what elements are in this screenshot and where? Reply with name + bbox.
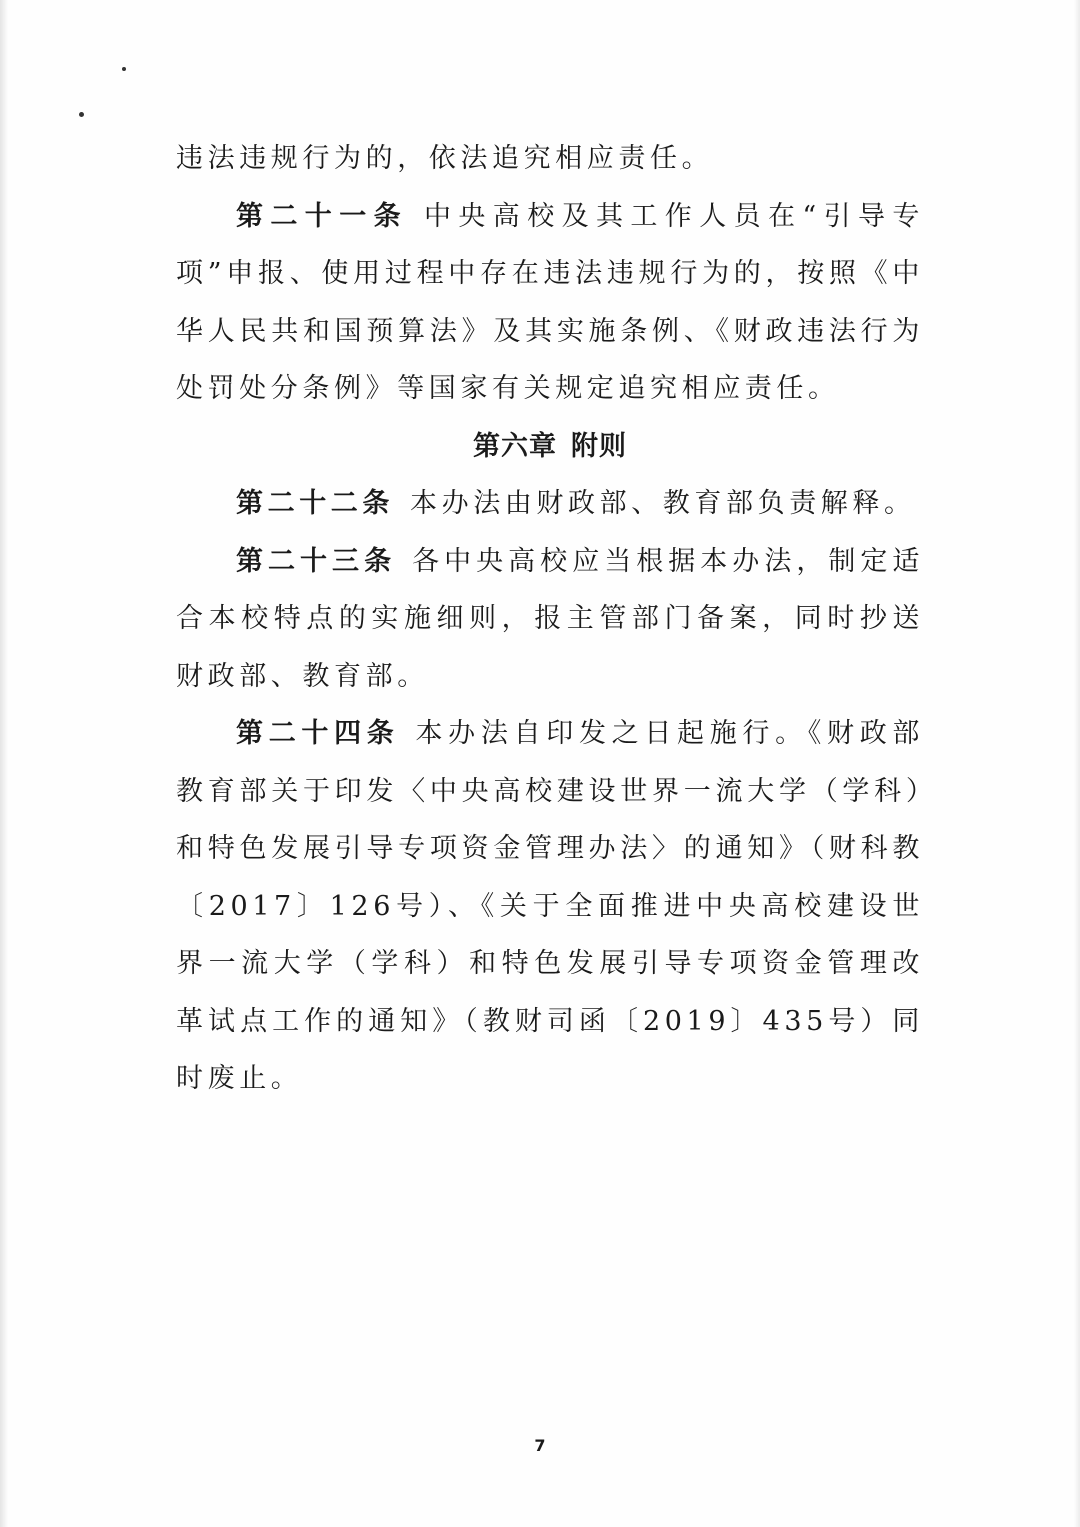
scan-edge-right bbox=[1074, 0, 1080, 1527]
article-23-text: 各中央高校应当根据本办法，制定适合本校特点的实施细则，报主管部门备案，同时抄送财政部、教育部。 bbox=[176, 545, 925, 692]
page-number: 7 bbox=[534, 1436, 546, 1455]
document-body bbox=[176, 130, 924, 1108]
article-24-label: 第二十四条 bbox=[236, 718, 400, 749]
scan-speck bbox=[122, 67, 126, 71]
chapter-heading bbox=[176, 418, 924, 476]
article-21-text: 中央高校及其工作人员在“引导专项”申报、使用过程中存在违法违规行为的，按照《中华人民共和国预算法》及其实施条例、《财政违法行为处罚处分条例》等国家有关规定追究相应责任。 bbox=[176, 200, 924, 404]
article-24-text: 本办法自印发之日起施行。《财政部 教育部关于印发〈中央高校建设世界一流大学（学科）和特色发展引导专项资金管理办法〉的通知》（财科教〔2017〕126号）、《关于全面推进中央高校建设世界一流大学（学科）和特色发展引导专项资金管理改革试点工作的通知》（教财司函〔2019〕435号）同时废止。 bbox=[176, 718, 925, 1094]
article-24 bbox=[176, 705, 924, 1108]
article-21 bbox=[176, 188, 924, 418]
continued-paragraph bbox=[176, 130, 924, 188]
article-21-label: 第二十一条 bbox=[236, 200, 408, 232]
article-22 bbox=[176, 475, 924, 533]
chapter-number: 第六章 bbox=[473, 430, 557, 462]
scan-edge-left bbox=[0, 0, 8, 1527]
article-23-label: 第二十三条 bbox=[236, 545, 397, 577]
article-22-text: 本办法由财政部、教育部负责解释。 bbox=[410, 488, 916, 519]
scan-speck bbox=[79, 112, 84, 117]
article-23 bbox=[176, 533, 924, 706]
article-22-label: 第二十二条 bbox=[236, 488, 394, 519]
continued-text: 违法违规行为的，依法追究相应责任。 bbox=[176, 143, 714, 174]
chapter-title: 附则 bbox=[571, 430, 627, 462]
